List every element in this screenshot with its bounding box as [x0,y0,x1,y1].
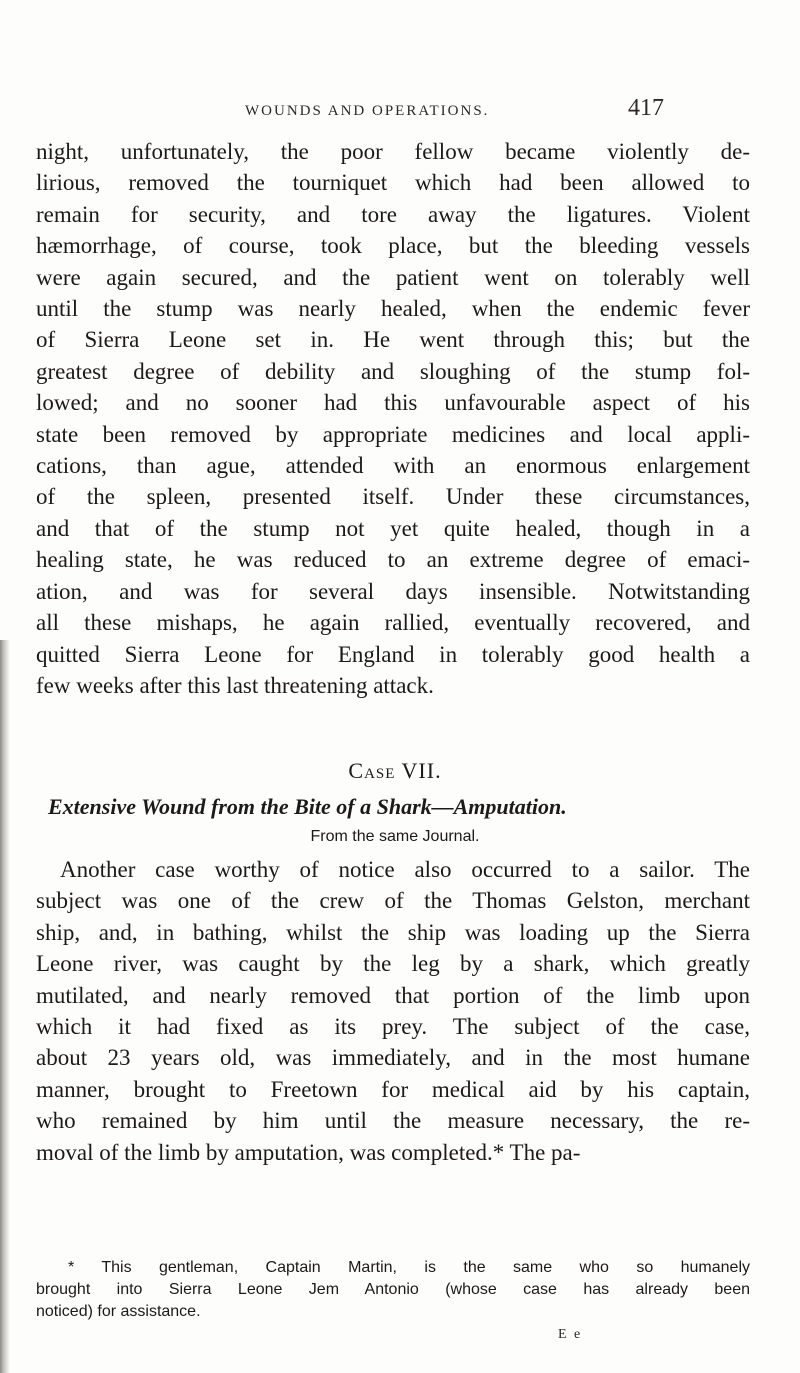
signature-mark: E e [558,1327,583,1342]
case-paragraph [36,854,750,1168]
text-line: hæmorrhage, of course, took place, but the bleeding vessels [36,233,750,259]
page-header [0,95,800,127]
text-line: and that of the stump not yet quite healed, though in a [36,515,750,541]
text-line: mutilated, and nearly removed that portion of the limb upon [36,982,750,1008]
page-gutter-shadow [0,640,10,1373]
running-head: WOUNDS AND OPERATIONS. [245,103,490,119]
text-line: remain for security, and tore away the ligatures. Violent [36,201,750,227]
case-source: From the same Journal. [310,828,480,845]
text-line: lowed; and no sooner had this unfavourable aspect of his [36,390,750,416]
text-line: which it had fixed as its prey. The subject of the case, [36,1014,750,1040]
text-line: manner, brought to Freetown for medical aid by his captain, [36,1076,750,1102]
text-line: greatest degree of debility and sloughing of the stump fol- [36,358,750,384]
text-line: ation, and was for several days insensible. Notwitstanding [36,578,750,604]
text-line: state been removed by appropriate medicines and local appli- [36,421,750,447]
text-line: moval of the limb by amputation, was completed.* The pa- [36,1139,581,1165]
text-line: were again secured, and the patient went on tolerably well [36,264,750,290]
text-line: all these mishaps, he again rallied, eventually recovered, and [36,610,750,636]
text-line: lirious, removed the tourniquet which had been allowed to [36,170,750,196]
page-number: 417 [628,95,664,121]
text-line: quitted Sierra Leone for England in tolerably good health a [36,641,750,667]
text-line: ship, and, in bathing, whilst the ship was loading up the Sierra [36,919,750,945]
text-line: until the stump was nearly healed, when the endemic fever [36,296,750,322]
text-line: night, unfortunately, the poor fellow became violently de- [36,139,750,164]
footnote-line: noticed) for assistance. [36,1303,201,1320]
footnote [36,1257,750,1323]
footnote-line: brought into Sierra Leone Jem Antonio (whose case has already been [36,1281,750,1298]
text-line: subject was one of the crew of the Thomas Gelston, merchant [36,888,750,914]
case-subtitle: Extensive Wound from the Bite of a Shark—Amputation. [48,794,567,819]
text-line: cations, than ague, attended with an enormous enlargement [36,453,750,479]
text-line: of the spleen, presented itself. Under these circumstances, [36,484,750,510]
text-line: Leone river, was caught by the leg by a shark, which greatly [36,951,750,977]
text-line: few weeks after this last threatening attack. [36,672,434,698]
text-line: healing state, he was reduced to an extreme degree of emaci- [36,547,750,573]
text-line: Another case worthy of notice also occurred to a sailor. The [60,857,750,882]
text-line: of Sierra Leone set in. He went through this; but the [36,327,750,353]
text-line: who remained by him until the measure necessary, the re- [36,1108,750,1134]
footnote-line: * This gentleman, Captain Martin, is the same who so humanely [68,1259,750,1276]
paragraph-continuation [36,136,750,701]
text-line: about 23 years old, was immediately, and in the most humane [36,1045,750,1071]
case-heading: Case VII. [348,758,442,783]
